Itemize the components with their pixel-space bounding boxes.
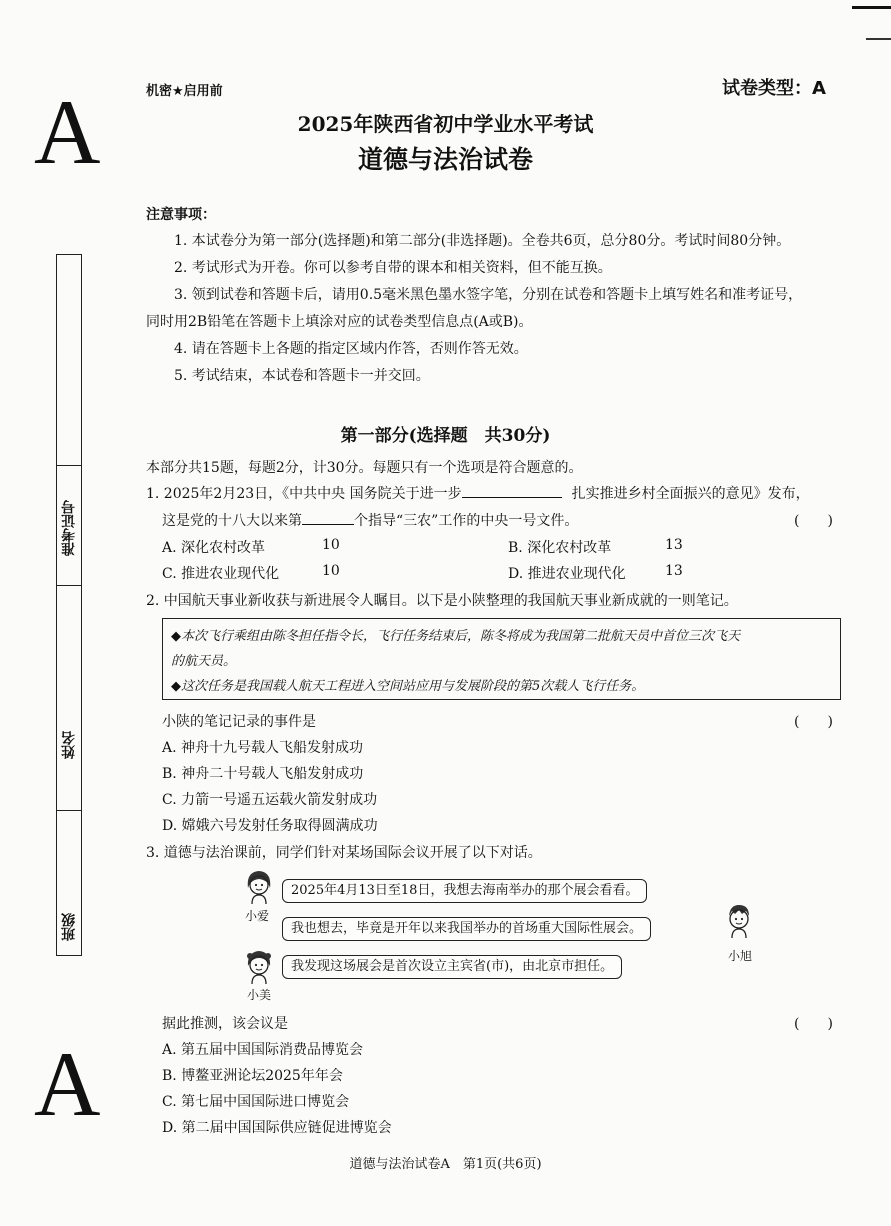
- q1-text-b: 扎实推进乡村全面振兴的意见》发布，: [571, 486, 810, 502]
- strip-divider: [57, 585, 81, 586]
- q1-text-d: 个指导“三农”工作的中央一号文件。: [354, 513, 579, 529]
- q2-note-line: ◆这次任务是我国载人航天工程进入空间站应用与发展阶段的第5次载人飞行任务。: [171, 679, 645, 694]
- q2-option-b: B. 神舟二十号载人飞船发射成功: [162, 766, 364, 782]
- q3-option-b: B. 博鳌亚洲论坛2025年年会: [162, 1068, 343, 1084]
- q1-blank-2: [302, 524, 354, 525]
- exam-title: 2025年陕西省初中学业水平考试: [297, 112, 594, 136]
- q1-text-a: 1. 2025年2月23日，《中共中央 国务院关于进一步: [146, 486, 462, 502]
- notice-item: 2. 考试形式为开卷。你可以参考自带的课本和相关资料，但不能互换。: [174, 260, 612, 276]
- q3-stem: 3. 道德与法治课前，同学们针对某场国际会议开展了以下对话。: [146, 845, 542, 861]
- class-label: 班级: [61, 913, 77, 941]
- speaker-name: 小爱: [245, 909, 270, 923]
- speech-bubble: 我发现这场展会是首次设立主宾省(市)，由北京市担任。: [282, 955, 622, 979]
- q3-option-d: D. 第二届中国国际供应链促进博览会: [162, 1120, 392, 1136]
- q2-note-line: 的航天员。: [171, 654, 237, 669]
- speech-bubble: 我也想去，毕竟是开年以来我国举办的首场重大国际性展会。: [282, 917, 651, 941]
- q1-option-c-value: 10: [322, 563, 340, 579]
- girl-avatar-icon: [244, 948, 274, 986]
- scan-mark: [866, 38, 891, 40]
- q1-blank-1: [462, 497, 562, 498]
- q1-option-c: C. 推进农业现代化: [162, 566, 280, 582]
- q1-line1: [146, 483, 810, 503]
- notice-item: 3. 领到试卷和答题卡后，请用0.5毫米黑色墨水签字笔，分别在试卷和答题卡上填写姓名和准考证号，: [174, 287, 803, 303]
- subject-title: 道德与法治试卷: [357, 145, 533, 174]
- part1-instructions: 本部分共15题，每题2分，计30分。每题只有一个选项是符合题意的。: [146, 460, 583, 476]
- q3-answer-paren: ( ): [794, 1016, 833, 1032]
- q1-text-c: 这是党的十八大以来第: [162, 513, 302, 529]
- q2-stem: 2. 中国航天事业新收获与新进展令人瞩目。以下是小陕整理的我国航天事业新成就的一则笔记。: [146, 593, 738, 609]
- speaker-name: 小旭: [728, 949, 753, 963]
- q2-option-d: D. 嫦娥六号发射任务取得圆满成功: [162, 818, 378, 834]
- strip-divider: [57, 465, 81, 466]
- q3-option-a: A. 第五届中国国际消费品博览会: [162, 1042, 364, 1058]
- strip-divider: [57, 810, 81, 811]
- q1-option-d-value: 13: [665, 563, 683, 579]
- part1-heading: 第一部分(选择题 共30分): [340, 426, 551, 446]
- girl-avatar-icon: [244, 868, 274, 906]
- q2-note-line: ◆本次飞行乘组由陈冬担任指令长，飞行任务结束后，陈冬将成为我国第二批航天员中首位三次飞天: [171, 629, 740, 644]
- notice-item: 4. 请在答题卡上各题的指定区域内作答，否则作答无效。: [174, 341, 528, 357]
- page-footer: 道德与法治试卷A 第1页(共6页): [349, 1157, 542, 1172]
- q1-option-d: D. 推进农业现代化: [508, 566, 626, 582]
- notice-item: 同时用2B铅笔在答题卡上填涂对应的试卷类型信息点(A或B)。: [146, 314, 533, 330]
- q3-option-c: C. 第七届中国国际进口博览会: [162, 1094, 350, 1110]
- name-label: 姓名: [61, 731, 77, 759]
- binding-strip: [56, 254, 82, 956]
- q2-question: 小陕的笔记记录的事件是: [162, 714, 316, 730]
- confidential-label: 机密★启用前: [146, 84, 223, 99]
- q2-note-box: [162, 618, 841, 700]
- paper-type-letter-top: A: [34, 81, 101, 183]
- q1-option-b-value: 13: [665, 537, 683, 553]
- q1-answer-paren: ( ): [794, 513, 833, 529]
- paper-type-label: 试卷类型：A: [722, 78, 826, 99]
- notice-item: 5. 考试结束，本试卷和答题卡一并交回。: [174, 368, 430, 384]
- exam-number-label: 准考证号: [61, 500, 77, 556]
- q2-answer-paren: ( ): [794, 714, 833, 730]
- q2-option-c: C. 力箭一号遥五运载火箭发射成功: [162, 792, 378, 808]
- notice-heading: 注意事项：: [146, 207, 216, 223]
- q1-option-a: A. 深化农村改革: [162, 540, 266, 556]
- q1-option-a-value: 10: [322, 537, 340, 553]
- q2-option-a: A. 神舟十九号载人飞船发射成功: [162, 740, 364, 756]
- speaker-name: 小美: [247, 988, 272, 1002]
- boy-avatar-icon: [724, 902, 754, 940]
- q1-option-b: B. 深化农村改革: [508, 540, 612, 556]
- speech-bubble: 2025年4月13日至18日，我想去海南举办的那个展会看看。: [282, 879, 647, 903]
- q1-line2: [162, 510, 578, 530]
- scan-mark: [852, 6, 891, 9]
- paper-type-letter-bottom: A: [34, 1033, 101, 1135]
- q3-question: 据此推测，该会议是: [162, 1016, 288, 1032]
- notice-item: 1. 本试卷分为第一部分(选择题)和第二部分(非选择题)。全卷共6页，总分80分。考试时间80分钟。: [174, 233, 791, 249]
